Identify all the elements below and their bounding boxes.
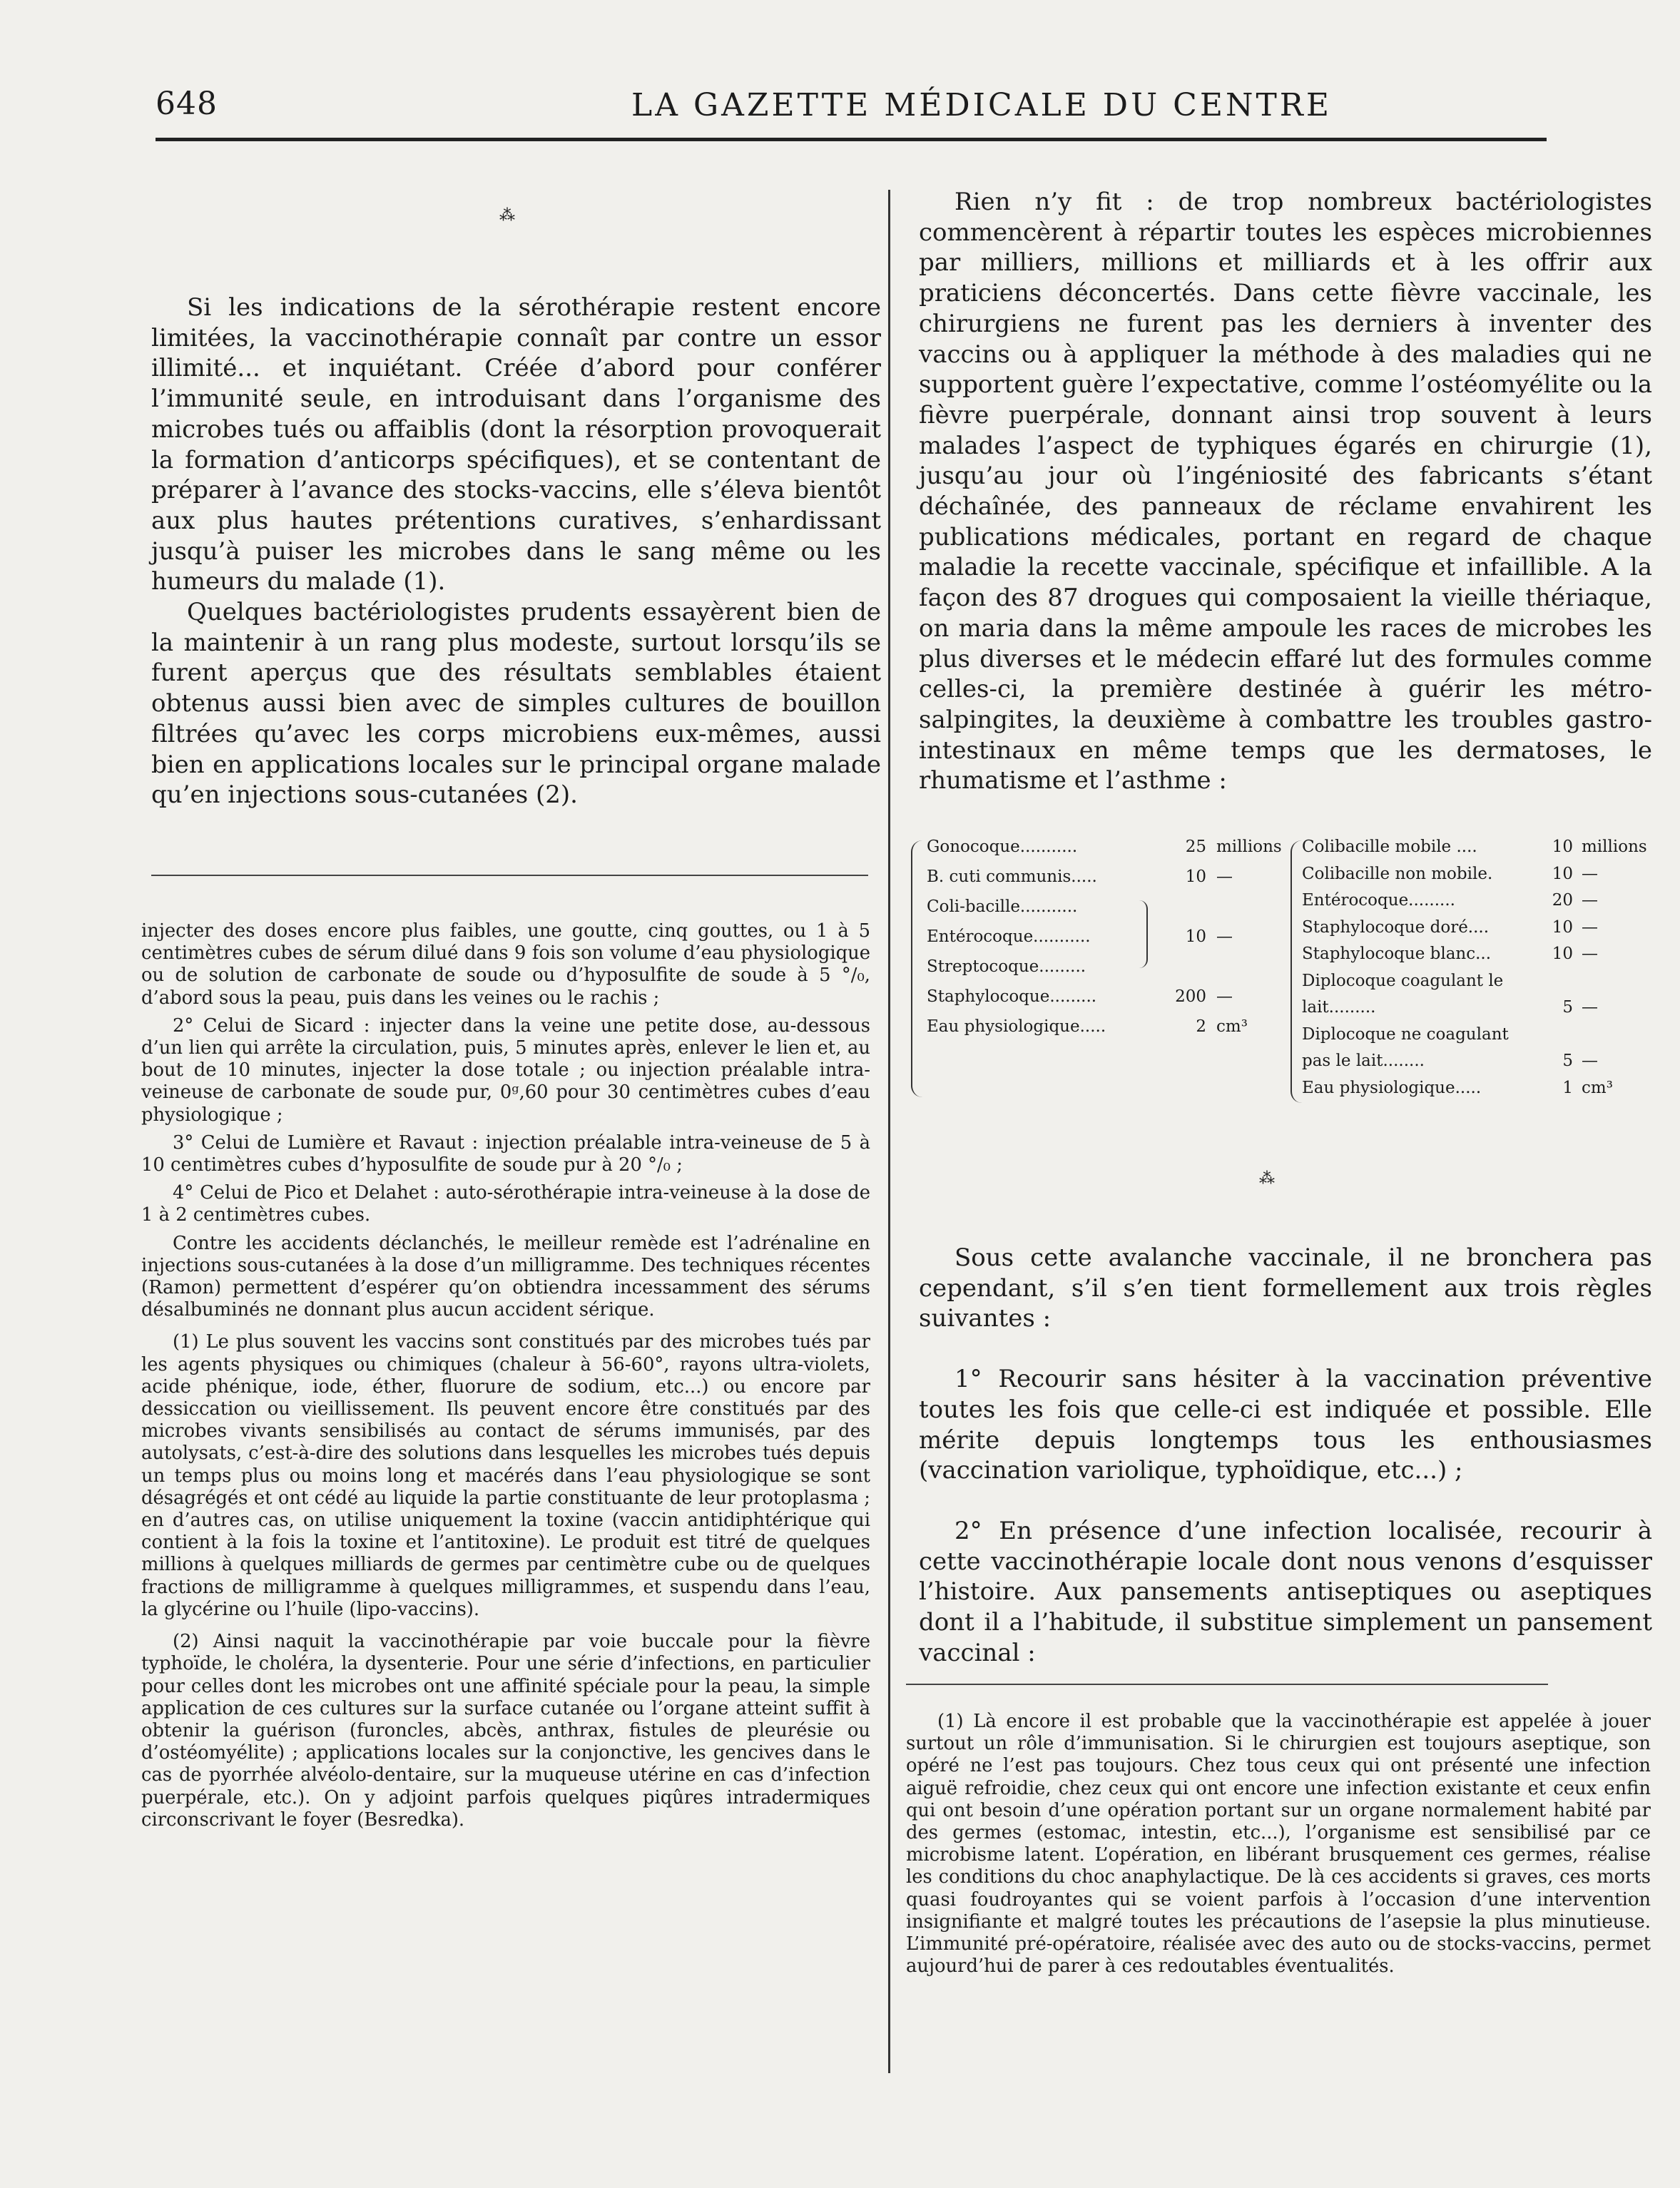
quantity: 200 <box>1175 987 1206 1006</box>
formula-row <box>927 866 1302 896</box>
unit: — <box>1582 891 1598 910</box>
paragraph: Rien n’y fit : de trop nombreux bactériologistes commencèrent à répartir toutes les espèces microbiennes par milliers, millions et milliards et à les offrir aux praticiens déconcertés. Dans cette fièvre vaccinale, les chirurgiens ne furent pas les derniers à inventer des vaccins ou à appliquer la méthode à des maladies qui ne supportent guère l’expectative, comme l’ostéomyélite ou la fièvre puerpérale, donnant ainsi trop souvent à leurs malades l’aspect de typhiques égarés en chirurgie (1), jusqu’au jour où l’ingéniosité des fabricants s’étant déchaînée, des panneaux de réclame envahirent les publications médicales, portant en regard de chaque maladie la recette vaccinale, spécifique et infaillible. A la façon des 87 drogues qui composaient la vieille thériaque, on maria dans la même ampoule les races de microbes les plus diverses et le médecin effaré lut des formules comme celles-ci, la première destinée à guérir les métro-salpingites, la deuxième à combattre les troubles gastro-intestinaux en même temps que les dermatoses, le rhumatisme et l’asthme : <box>919 188 1652 795</box>
formula-row <box>1302 863 1667 890</box>
quantity: 25 <box>1185 838 1206 856</box>
unit: millions <box>1582 838 1647 856</box>
footnote-item: 4° Celui de Pico et Delahet : auto-sérothérapie intra-veineuse à la dose de 1 à 2 centimètres cubes. <box>141 1182 870 1226</box>
microbe-name: Staphylocoque blanc... <box>1302 945 1492 963</box>
unit: — <box>1582 945 1598 963</box>
section-ornament: ⁂ <box>499 207 518 225</box>
footnote-1: (1) Là encore il est probable que la vaccinothérapie est appelée à jouer surtout un rôle d’immunisation. Si le chirurgien est toujours aseptique, son opéré ne l’est pas toujours. Chez tous ceux qui ont présenté une infection aiguë refroidie, chez ceux qui ont encore une infection existante et ceux enfin qui ont besoin d’une opération portant sur un organe normalement habité par des germes (estomac, intestin, etc...), l’organisme est sensibilisé par ce microbisme latent. L’opération, en libérant brusquement ces germes, réalise les conditions du choc anaphylactique. De là ces accidents si graves, ces morts quasi foudroyantes qui se voient parfois à l’occasion d’une intervention insignifiante et malgré toutes les précautions de l’asepsie la plus minutieuse. L’immunité pré-opératoire, réalisée avec des auto ou de stocks-vaccins, permet aujourd’hui de parer à ces redoutables éventualités. <box>906 1711 1651 1978</box>
journal-title: LA GAZETTE MÉDICALE DU CENTRE <box>631 87 1333 123</box>
microbe-name: Coli-bacille........... <box>927 897 1078 916</box>
paragraph: Si les indications de la sérothérapie restent encore limitées, la vaccinothérapie connaît par contre un essor illimité... et inquiétant. Créée d’abord pour conférer l’immunité seule, en introduisant dans l’organisme des microbes tués ou affaiblis (dont la résorption provoquerait la formation d’anticorps spécifiques), et se contentant de préparer à l’avance des stocks-vaccins, elle s’éleva bientôt aux plus hautes prétentions curatives, s’enhardissant jusqu’à puiser les microbes dans le sang même ou les humeurs du malade (1). <box>151 293 881 596</box>
microbe-name: Staphylocoque doré.... <box>1302 917 1490 937</box>
quantity: 2 <box>1196 1017 1206 1036</box>
microbe-name: Diplocoque ne coagulant <box>1302 1024 1509 1044</box>
footnote-rule <box>906 1684 1548 1685</box>
quantity: 10 <box>1185 927 1206 946</box>
right-footnote <box>906 1711 1651 1983</box>
unit: — <box>1216 867 1233 886</box>
microbe-name: Colibacille mobile .... <box>1302 838 1477 856</box>
footnote-continuation: injecter des doses encore plus faibles, une goutte, cinq gouttes, ou 1 à 5 centimètres cubes de sérum dilué dans 9 fois son volume d’eau physiologique ou de solution de carbonate de soude ou d’hyposulfite de soude à 5 °/₀, d’abord sous la peau, puis dans les veines ou le rachis ; <box>141 920 870 1009</box>
rules-intro: Sous cette avalanche vaccinale, il ne bronchera pas cependant, s’il s’en tient formellement aux trois règles suivantes : <box>919 1243 1652 1333</box>
paragraph: Quelques bactériologistes prudents essayèrent bien de la maintenir à un rang plus modeste, surtout lorsqu’ils se furent aperçus que des résultats semblables étaient obtenus aussi bien avec de simples cultures de bouillon filtrées qu’avec les corps microbiens eux-mêmes, aussi bien en applications locales sur le principal organe malade qu’en injections sous-cutanées (2). <box>151 598 881 810</box>
microbe-name: pas le lait........ <box>1302 1052 1425 1070</box>
header-rule <box>156 138 1547 141</box>
microbe-name: Eau physiologique..... <box>927 1017 1106 1036</box>
column-divider <box>888 190 890 2073</box>
unit: cm³ <box>1216 1017 1248 1036</box>
unit: — <box>1582 998 1598 1017</box>
formula-row <box>1302 1024 1667 1051</box>
formula-row <box>1302 890 1667 917</box>
quantity: 5 <box>1562 1052 1573 1070</box>
quantity: 5 <box>1562 998 1573 1017</box>
brace <box>1290 840 1302 1103</box>
quantity: 20 <box>1552 891 1573 910</box>
microbe-name: lait......... <box>1302 998 1376 1017</box>
quantity: 10 <box>1185 867 1206 886</box>
footnote-item: 3° Celui de Lumière et Ravaut : injection préalable intra-veineuse de 5 à 10 centimètres cubes d’hyposulfite de soude pur à 20 °/₀ ; <box>141 1131 870 1176</box>
footnote-2: (2) Ainsi naquit la vaccinothérapie par voie buccale pour la fièvre typhoïde, le choléra, la dysenterie. Pour une série d’infections, en particulier pour celles dont les microbes ont une affinité spéciale pour la peau, la simple application de ces cultures sur la surface cutanée ou l’organe atteint suffit à obtenir la guérison (furoncles, abcès, anthrax, fistules de pleurésie ou d’ostéomyélite) ; applications locales sur la conjonctive, les gencives dans le cas de pyorrhée alvéolo-dentaire, sur la muqueuse utérine en cas d’infection puerpérale, etc.). On y adjoint parfois quelques piqûres intradermiques circonscrivant le foyer (Besredka). <box>141 1631 870 1831</box>
unit: — <box>1582 864 1598 883</box>
vaccine-formula-1 <box>915 836 1286 1107</box>
unit: millions <box>1216 838 1282 856</box>
formula-row <box>1302 997 1667 1024</box>
formula-row <box>1302 1050 1667 1077</box>
brace <box>911 840 922 1097</box>
microbe-name: Entérocoque......... <box>1302 891 1455 910</box>
formula-row <box>927 926 1302 956</box>
footnote-rule <box>151 875 868 876</box>
right-column-text <box>919 187 1652 796</box>
footnote-item: 2° Celui de Sicard : injecter dans la veine une petite dose, au-dessous d’un lien qui arrête la circulation, puis, 5 minutes après, enlever le lien et, au bout de 10 minutes, injecter la dose totale ; ou injection préalable intra-veineuse de carbonate de soude pur, 0ᵍ,60 pour 30 centimètres cubes d’eau physiologique ; <box>141 1014 870 1126</box>
unit: — <box>1216 987 1233 1006</box>
microbe-name: Diplocoque coagulant le <box>1302 971 1504 990</box>
footnote-1: (1) Le plus souvent les vaccins sont constitués par des microbes tués par les agents physiques ou chimiques (chaleur à 56-60°, rayons ultra-violets, acide phénique, iode, éther, fluorure de sodium, etc...) ou encore par dessiccation ou vieillissement. Ils peuvent encore être constitués par des microbes vivants sensibilisés au contact de sérums immunisés, par des autolysats, c’est-à-dire des solutions dans lesquelles les microbes tués depuis un temps plus ou moins long et macérés dans l’eau physiologique se sont désagrégés et ont cédé au liquide la partie constituante de leur protoplasma ; en d’autres cas, on utilise uniquement la toxine (vaccin antidiphtérique qui contient à la fois la toxine et l’antitoxine). Le produit est titré de quelques millions à quelques milliards de germes par centimètre cube ou de quelques fractions de milligramme à quelques milligrammes, et suspendu dans l’eau, la glycérine ou l’huile (lipo-vaccins). <box>141 1331 870 1620</box>
quantity: 10 <box>1552 917 1573 937</box>
formula-row <box>1302 970 1667 997</box>
quantity: 10 <box>1552 945 1573 963</box>
section-ornament: ⁂ <box>1259 1170 1278 1188</box>
formula-row <box>1302 943 1667 970</box>
unit: — <box>1582 1052 1598 1070</box>
page-number: 648 <box>156 86 218 122</box>
rule-2: 2° En présence d’une infection localisée, recourir à cette vaccinothérapie locale dont nous venons d’esquisser l’histoire. Aux pansements antiseptiques ou aseptiques dont il a l’habitude, il substitue simplement un pansement vaccinal : <box>919 1516 1652 1667</box>
left-footnotes <box>141 920 870 1837</box>
microbe-name: Entérocoque........... <box>927 927 1091 946</box>
microbe-name: Colibacille non mobile. <box>1302 864 1493 883</box>
quantity: 10 <box>1552 838 1573 856</box>
microbe-name: Staphylocoque......... <box>927 987 1097 1006</box>
formula-row <box>927 896 1302 926</box>
rules-section <box>919 1243 1652 1668</box>
microbe-name: Eau physiologique..... <box>1302 1078 1482 1097</box>
formula-row <box>1302 1077 1667 1104</box>
formula-row <box>927 986 1302 1016</box>
quantity: 1 <box>1562 1078 1573 1097</box>
formula-row <box>927 1016 1302 1046</box>
unit: — <box>1582 917 1598 937</box>
microbe-name: B. cuti communis..... <box>927 867 1097 886</box>
unit: cm³ <box>1582 1078 1613 1097</box>
rule-1: 1° Recourir sans hésiter à la vaccination préventive toutes les fois que celle-ci est indiquée et possible. Elle mérite depuis longtemps tous les enthousiasmes (vaccination variolique, typhoïdique, etc...) ; <box>919 1365 1652 1485</box>
microbe-name: Streptocoque......... <box>927 957 1086 976</box>
formula-row <box>1302 836 1667 863</box>
formula-row <box>1302 917 1667 944</box>
microbe-name: Gonocoque........... <box>927 838 1078 856</box>
vaccine-formula-2 <box>1296 836 1653 1107</box>
quantity: 10 <box>1552 864 1573 883</box>
formula-row <box>927 836 1302 866</box>
left-column-text <box>151 292 881 810</box>
formula-row <box>927 956 1302 986</box>
footnote-item: Contre les accidents déclanchés, le meilleur remède est l’adrénaline en injections sous-cutanées à la dose d’un milligramme. Des techniques récentes (Ramon) permettent d’espérer qu’on obtiendra incessamment des sérums désalbuminés ne donnant plus aucun accident sérique. <box>141 1232 870 1321</box>
unit: — <box>1216 927 1233 946</box>
